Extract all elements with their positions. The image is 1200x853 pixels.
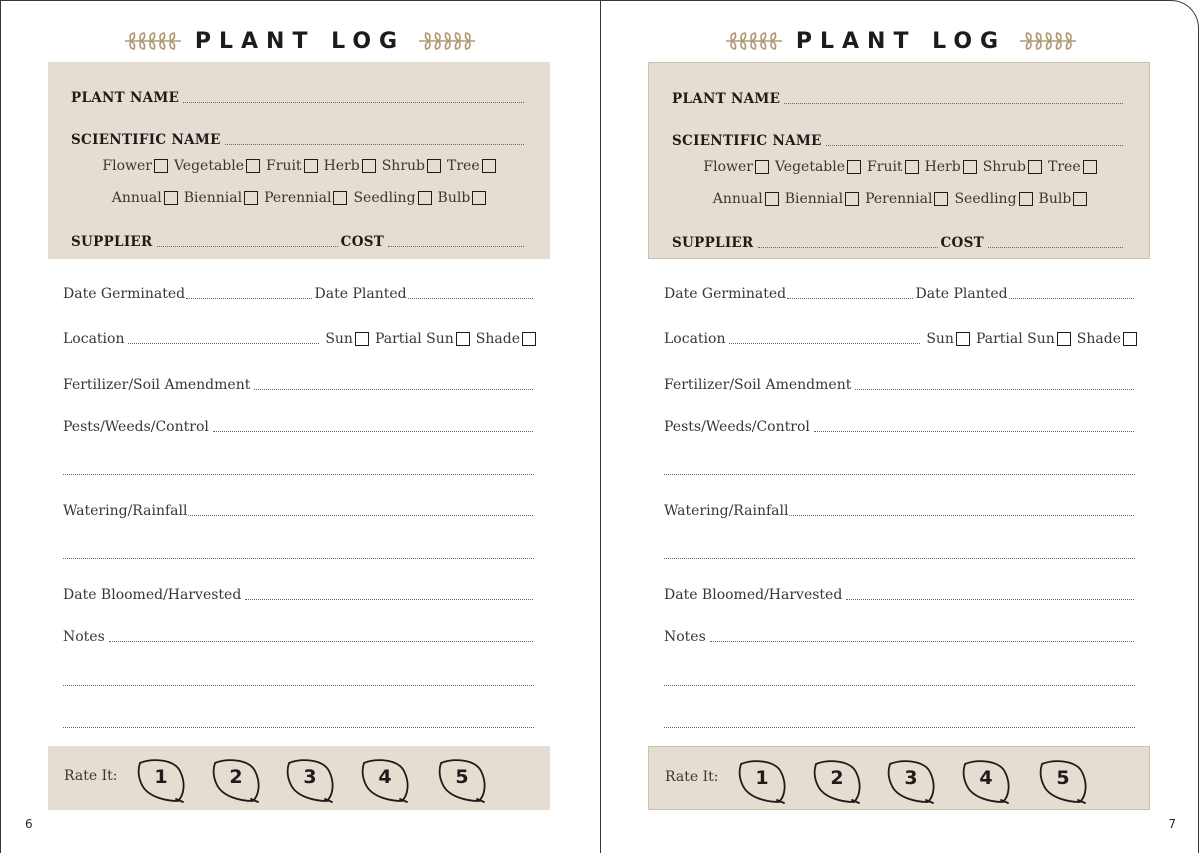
pests-label: Pests/Weeds/Control (63, 419, 209, 435)
rating-leaf-5[interactable] (437, 757, 489, 803)
page-header (601, 26, 1200, 56)
rating-number: 4 (378, 766, 392, 788)
partial-sun-label: Partial Sun (374, 331, 454, 347)
date-planted-label: Date Planted (915, 286, 1008, 302)
page-number: 7 (1168, 817, 1176, 831)
checkbox-icon[interactable] (362, 159, 376, 173)
checkbox-icon[interactable] (418, 191, 432, 205)
fertilizer-label: Fertilizer/Soil Amendment (664, 377, 852, 393)
rating-leaf-1[interactable] (737, 758, 789, 804)
checkbox-icon[interactable] (246, 159, 260, 173)
bloomed-label: Date Bloomed/Harvested (63, 587, 242, 603)
sun-option[interactable] (325, 331, 369, 347)
plant-type-option[interactable] (713, 191, 779, 207)
rating-number: 1 (755, 767, 769, 789)
scientific-name-field[interactable] (71, 132, 527, 148)
dates-row (664, 286, 1137, 302)
rating-leaf-2[interactable] (812, 758, 864, 804)
pests-line-2[interactable] (63, 474, 534, 475)
fertilizer-row (664, 377, 1137, 393)
leaf-sprig-icon (123, 30, 183, 52)
plant-type-option[interactable] (703, 159, 769, 175)
watering-line-2[interactable] (63, 558, 534, 559)
rating-leaf-4[interactable] (360, 757, 412, 803)
page-title: PLANT LOG (795, 28, 1007, 54)
plant-type-option[interactable] (266, 158, 318, 174)
plant-type-option[interactable] (438, 190, 487, 206)
cost-line[interactable] (388, 246, 524, 247)
location-row (63, 331, 536, 347)
plant-type-option[interactable] (112, 190, 178, 206)
fertilizer-line[interactable] (855, 389, 1134, 390)
date-planted-line[interactable] (408, 298, 533, 299)
checkbox-icon[interactable] (522, 332, 536, 346)
pests-line-2[interactable] (664, 474, 1135, 475)
plant-type-option[interactable] (954, 191, 1032, 207)
plant-info-panel (648, 62, 1150, 259)
option-label: Shrub (982, 159, 1026, 175)
date-germinated-label: Date Germinated (664, 286, 787, 302)
watering-line[interactable] (789, 515, 1134, 516)
option-label: Biennial (183, 190, 243, 206)
location-label: Location (63, 331, 125, 347)
option-label: Vegetable (173, 158, 245, 174)
option-label: Perennial (865, 191, 933, 207)
pests-row (664, 419, 1137, 435)
rating-leaf-3[interactable] (886, 758, 938, 804)
checkbox-icon[interactable] (1057, 332, 1071, 346)
checkbox-icon[interactable] (472, 191, 486, 205)
checkbox-icon[interactable] (1123, 332, 1137, 346)
location-line[interactable] (128, 343, 319, 344)
plant-type-option[interactable] (983, 159, 1042, 175)
sun-option[interactable] (926, 331, 970, 347)
plant-name-line[interactable] (183, 102, 524, 103)
plant-type-options (649, 159, 1151, 175)
location-label: Location (664, 331, 726, 347)
pests-label: Pests/Weeds/Control (664, 419, 810, 435)
bloomed-line[interactable] (846, 599, 1134, 600)
notes-row (63, 629, 536, 645)
checkbox-icon[interactable] (456, 332, 470, 346)
sun-label: Sun (926, 331, 954, 347)
leaf-sprig-icon (1018, 30, 1078, 52)
shade-label: Shade (1076, 331, 1121, 347)
plant-type-option[interactable] (382, 158, 441, 174)
plant-type-option[interactable] (785, 191, 859, 207)
plant-type-option[interactable] (174, 158, 260, 174)
option-label: Tree (1048, 159, 1081, 175)
plant-cycle-options (48, 190, 550, 206)
rating-leaf-4[interactable] (961, 758, 1013, 804)
option-label: Flower (703, 159, 753, 175)
supplier-cost-row (672, 235, 1126, 251)
option-label: Bulb (437, 190, 471, 206)
checkbox-icon[interactable] (333, 191, 347, 205)
option-label: Seedling (954, 191, 1017, 207)
option-label: Fruit (867, 159, 903, 175)
bloomed-row (63, 587, 536, 603)
checkbox-icon[interactable] (755, 160, 769, 174)
checkbox-icon[interactable] (1028, 160, 1042, 174)
scientific-name-label: SCIENTIFIC NAME (672, 133, 822, 149)
option-label: Bulb (1038, 191, 1072, 207)
cost-label: COST (340, 234, 385, 250)
plant-name-line[interactable] (784, 103, 1123, 104)
partial-sun-label: Partial Sun (975, 331, 1055, 347)
plant-name-label: PLANT NAME (672, 91, 781, 107)
leaf-sprig-icon (417, 30, 477, 52)
supplier-label: SUPPLIER (672, 235, 754, 251)
partial-sun-option[interactable] (976, 331, 1071, 347)
option-label: Annual (712, 191, 763, 207)
date-planted-line[interactable] (1009, 298, 1134, 299)
shade-label: Shade (475, 331, 520, 347)
checkbox-icon[interactable] (244, 191, 258, 205)
supplier-line[interactable] (157, 246, 338, 247)
rating-number: 3 (904, 767, 918, 789)
checkbox-icon[interactable] (765, 192, 779, 206)
watering-label: Watering/Rainfall (63, 503, 188, 519)
supplier-label: SUPPLIER (71, 234, 153, 250)
checkbox-icon[interactable] (1019, 192, 1033, 206)
notes-line-3[interactable] (63, 727, 534, 728)
rating-leaf-2[interactable] (211, 757, 263, 803)
option-label: Herb (323, 158, 360, 174)
checkbox-icon[interactable] (304, 159, 318, 173)
plant-type-option[interactable] (447, 158, 496, 174)
checkbox-icon[interactable] (427, 159, 441, 173)
plant-type-option[interactable] (324, 158, 376, 174)
watering-row (63, 503, 536, 519)
bloomed-line[interactable] (245, 599, 533, 600)
checkbox-icon[interactable] (934, 192, 948, 206)
checkbox-icon[interactable] (905, 160, 919, 174)
date-germinated-label: Date Germinated (63, 286, 186, 302)
notes-label: Notes (63, 629, 105, 645)
checkbox-icon[interactable] (847, 160, 861, 174)
plant-type-option[interactable] (867, 159, 919, 175)
rating-leaf-1[interactable] (136, 757, 188, 803)
rate-it-label: Rate It: (665, 769, 719, 785)
bloomed-row (664, 587, 1137, 603)
scientific-name-line[interactable] (826, 145, 1123, 146)
fertilizer-line[interactable] (254, 389, 533, 390)
rating-panel (48, 746, 550, 810)
rating-panel (648, 746, 1150, 810)
checkbox-icon[interactable] (1073, 192, 1087, 206)
rating-number: 4 (979, 767, 993, 789)
rating-leaf-3[interactable] (285, 757, 337, 803)
plant-type-option[interactable] (264, 190, 347, 206)
option-label: Tree (447, 158, 480, 174)
plant-type-option[interactable] (775, 159, 861, 175)
sun-label: Sun (325, 331, 353, 347)
date-germinated-line[interactable] (186, 298, 311, 299)
checkbox-icon[interactable] (845, 192, 859, 206)
plant-info-panel (48, 62, 550, 259)
rating-number: 1 (154, 766, 168, 788)
date-germinated-line[interactable] (787, 298, 912, 299)
page-number: 6 (25, 817, 33, 831)
rating-number: 2 (229, 766, 243, 788)
supplier-cost-row (71, 234, 527, 250)
pests-line[interactable] (814, 431, 1134, 432)
plant-type-option[interactable] (184, 190, 258, 206)
checkbox-icon[interactable] (164, 191, 178, 205)
watering-line-2[interactable] (664, 558, 1135, 559)
plant-cycle-options (649, 191, 1151, 207)
option-label: Herb (924, 159, 961, 175)
checkbox-icon[interactable] (154, 159, 168, 173)
pests-row (63, 419, 536, 435)
plant-type-option[interactable] (353, 190, 431, 206)
notes-line[interactable] (710, 641, 1134, 642)
rating-number: 2 (830, 767, 844, 789)
plant-name-field[interactable] (71, 90, 527, 106)
watering-line[interactable] (188, 515, 533, 516)
location-line[interactable] (729, 343, 920, 344)
option-label: Shrub (381, 158, 425, 174)
page-title: PLANT LOG (194, 28, 406, 54)
checkbox-icon[interactable] (956, 332, 970, 346)
checkbox-icon[interactable] (482, 159, 496, 173)
partial-sun-option[interactable] (375, 331, 470, 347)
option-label: Fruit (266, 158, 302, 174)
notes-line-2[interactable] (63, 685, 534, 686)
checkbox-icon[interactable] (1083, 160, 1097, 174)
scientific-name-line[interactable] (225, 144, 524, 145)
fertilizer-label: Fertilizer/Soil Amendment (63, 377, 251, 393)
checkbox-icon[interactable] (963, 160, 977, 174)
scientific-name-label: SCIENTIFIC NAME (71, 132, 221, 148)
fertilizer-row (63, 377, 536, 393)
option-label: Flower (102, 158, 152, 174)
checkbox-icon[interactable] (355, 332, 369, 346)
leaf-sprig-icon (724, 30, 784, 52)
plant-name-field[interactable] (672, 91, 1126, 107)
plant-type-option[interactable] (102, 158, 168, 174)
location-row (664, 331, 1137, 347)
date-planted-label: Date Planted (314, 286, 407, 302)
notes-row (664, 629, 1137, 645)
rating-number: 5 (1056, 767, 1070, 789)
plant-type-option[interactable] (1039, 191, 1088, 207)
option-label: Seedling (353, 190, 416, 206)
rating-leaf-5[interactable] (1038, 758, 1090, 804)
supplier-line[interactable] (758, 247, 938, 248)
pests-line[interactable] (213, 431, 533, 432)
plant-type-option[interactable] (865, 191, 948, 207)
dates-row (63, 286, 536, 302)
notes-label: Notes (664, 629, 706, 645)
rating-number: 5 (455, 766, 469, 788)
plant-type-option[interactable] (1048, 159, 1097, 175)
watering-row (664, 503, 1137, 519)
rating-number: 3 (303, 766, 317, 788)
right-page (601, 0, 1200, 853)
cost-label: COST (940, 235, 985, 251)
bloomed-label: Date Bloomed/Harvested (664, 587, 843, 603)
notes-line-3[interactable] (664, 727, 1135, 728)
shade-option[interactable] (1077, 331, 1137, 347)
notes-line-2[interactable] (664, 685, 1135, 686)
plant-name-label: PLANT NAME (71, 90, 180, 106)
shade-option[interactable] (476, 331, 536, 347)
page-header (0, 26, 600, 56)
cost-line[interactable] (988, 247, 1123, 248)
option-label: Biennial (784, 191, 844, 207)
scientific-name-field[interactable] (672, 133, 1126, 149)
rate-it-label: Rate It: (64, 768, 118, 784)
plant-type-options (48, 158, 550, 174)
option-label: Vegetable (774, 159, 846, 175)
option-label: Annual (111, 190, 162, 206)
option-label: Perennial (264, 190, 332, 206)
notes-line[interactable] (109, 641, 533, 642)
plant-type-option[interactable] (925, 159, 977, 175)
watering-label: Watering/Rainfall (664, 503, 789, 519)
